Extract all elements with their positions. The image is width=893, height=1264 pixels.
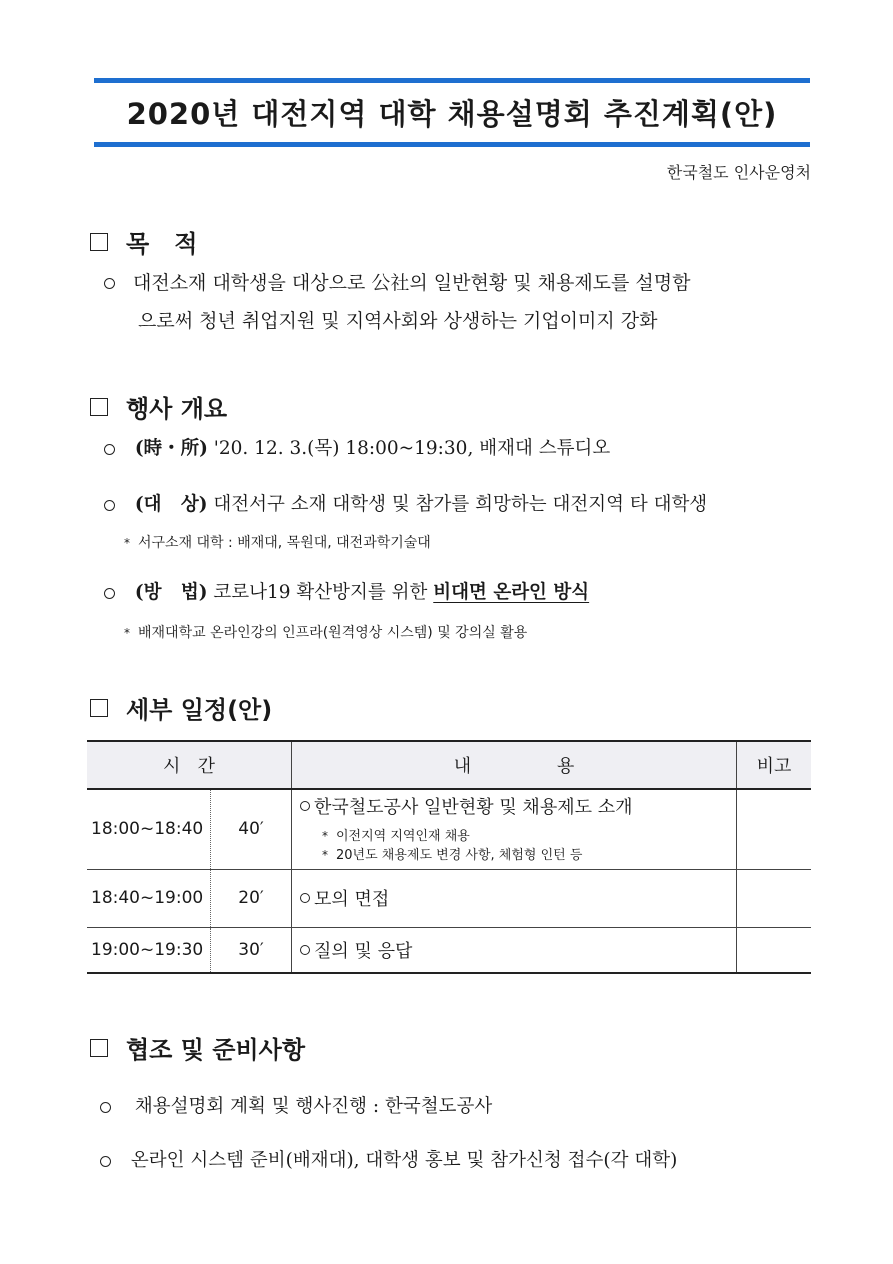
- row-time: 18:00~18:40: [87, 789, 211, 869]
- organization: 한국철도 인사운영처: [666, 163, 811, 182]
- purpose-line-1: 대전소재 대학생을 대상으로 公社의 일반현황 및 채용제도를 설명함: [133, 272, 691, 294]
- header-content: 내 용: [292, 741, 737, 789]
- row-content: [292, 869, 737, 927]
- row-remark: [737, 927, 812, 973]
- target-text: 대전서구 소재 대학생 및 참가를 희망하는 대전지역 타 대학생: [213, 494, 708, 515]
- schedule-table: [87, 740, 811, 974]
- cooperation-item-1: [100, 1092, 492, 1118]
- row-content: [292, 927, 737, 973]
- circle-bullet-icon: [104, 444, 115, 455]
- cooperation-item-1-text: 채용설명회 계획 및 행사진행 : 한국철도공사: [134, 1096, 493, 1117]
- method-note-text: 배재대학교 온라인강의 인프라(원격영상 시스템) 및 강의실 활용: [138, 625, 528, 641]
- checkbox-square-icon: [90, 398, 108, 416]
- table-row: [87, 927, 811, 973]
- document-title: 2020년 대전지역 대학 채용설명회 추진계획(안): [126, 97, 778, 131]
- row-remark: [737, 789, 812, 869]
- schedule-header-row: [87, 741, 811, 789]
- section-purpose-title: 목 적: [126, 230, 198, 258]
- target-note-text: 서구소재 대학 : 배재대, 목원대, 대전과학기술대: [138, 535, 431, 551]
- section-purpose-heading: [90, 224, 197, 259]
- section-overview-title: 행사 개요: [126, 395, 228, 423]
- circle-bullet-icon: [300, 801, 310, 811]
- row-content-text: 한국철도공사 일반현황 및 채용제도 소개: [314, 797, 633, 819]
- row-time: 18:40~19:00: [87, 869, 211, 927]
- row-content: 한국철도공사 일반현황 및 채용제도 소개 * 이전지역 지역인재 채용 * 20년도 채용제도 변경 사항, 체험형 인턴 등: [292, 789, 737, 869]
- time-place-text: '20. 12. 3.(목) 18:00~19:30, 배재대 스튜디오: [213, 438, 611, 459]
- overview-target: [104, 490, 707, 516]
- circle-bullet-icon: [104, 588, 115, 599]
- circle-bullet-icon: [100, 1156, 111, 1167]
- section-overview-heading: [90, 389, 227, 424]
- section-cooperation-heading: [90, 1030, 305, 1065]
- purpose-line-2: 으로써 청년 취업지원 및 지역사회와 상생하는 기업이미지 강화: [138, 310, 658, 332]
- overview-method: [104, 578, 589, 604]
- circle-bullet-icon: [104, 278, 115, 289]
- target-note: * 서구소재 대학 : 배재대, 목원대, 대전과학기술대: [124, 535, 431, 551]
- table-row: [87, 869, 811, 927]
- section-cooperation-title: 협조 및 준비사항: [126, 1036, 305, 1064]
- circle-bullet-icon: [100, 1102, 111, 1113]
- cooperation-item-2: [100, 1146, 677, 1172]
- checkbox-square-icon: [90, 699, 108, 717]
- circle-bullet-icon: [104, 500, 115, 511]
- row-time: 19:00~19:30: [87, 927, 211, 973]
- overview-time-place: [104, 434, 610, 460]
- section-schedule-title: 세부 일정(안): [126, 696, 273, 724]
- time-place-label: (時・所): [134, 438, 208, 459]
- method-note: * 배재대학교 온라인강의 인프라(원격영상 시스템) 및 강의실 활용: [124, 625, 528, 641]
- row-content-text: 질의 및 응답: [314, 940, 413, 962]
- method-label: (방 법): [134, 582, 208, 603]
- row-duration: 20′: [211, 869, 292, 927]
- table-row: [87, 789, 811, 869]
- header-time: 시 간: [87, 741, 292, 789]
- title-bottom-rule: [94, 142, 810, 147]
- row-note-1: 이전지역 지역인재 채용: [336, 829, 470, 845]
- section-schedule-heading: [90, 690, 272, 725]
- row-content-text: 모의 면접: [314, 889, 390, 910]
- row-duration: 40′: [211, 789, 292, 869]
- checkbox-square-icon: [90, 233, 108, 251]
- row-remark: [737, 869, 812, 927]
- circle-bullet-icon: [300, 893, 310, 903]
- cooperation-item-2-text: 온라인 시스템 준비(배재대), 대학생 홍보 및 참가신청 접수(각 대학): [130, 1150, 678, 1171]
- purpose-paragraph: [104, 264, 814, 340]
- title-top-rule: [94, 78, 810, 83]
- method-emphasis: 비대면 온라인 방식: [433, 582, 590, 603]
- method-text: 코로나19 확산방지를 위한: [213, 582, 428, 603]
- circle-bullet-icon: [300, 945, 310, 955]
- row-duration: 30′: [211, 927, 292, 973]
- header-remark: 비고: [737, 741, 812, 789]
- target-label: (대 상): [134, 494, 208, 515]
- checkbox-square-icon: [90, 1039, 108, 1057]
- row-note-2: 20년도 채용제도 변경 사항, 체험형 인턴 등: [336, 848, 583, 864]
